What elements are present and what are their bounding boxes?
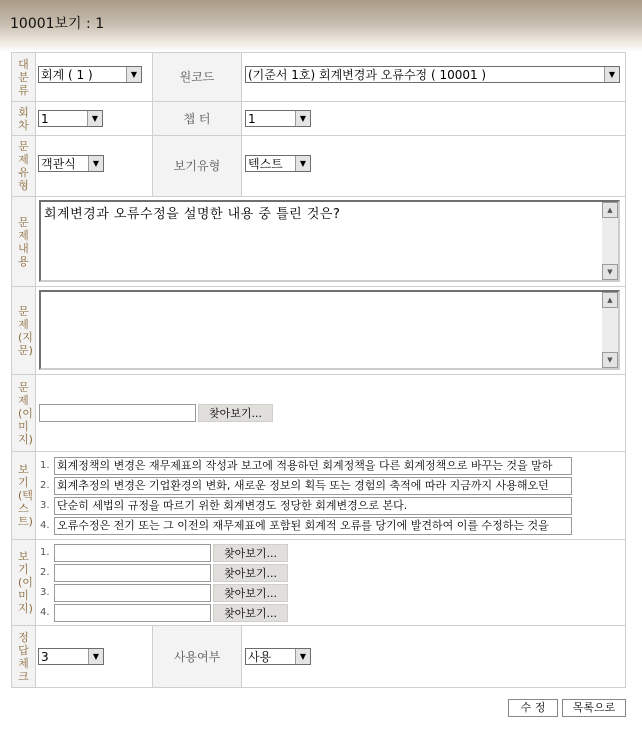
- usage-label: 사용여부: [153, 626, 242, 688]
- chevron-down-icon: ▼: [88, 156, 103, 171]
- question-passage-textarea[interactable]: [39, 290, 620, 370]
- source-code-select[interactable]: (기준서 1호) 회계변경과 오류수정 ( 10001 ) ▼: [245, 66, 620, 83]
- scrollbar[interactable]: [602, 202, 618, 280]
- back-to-list-button[interactable]: 목록으로: [562, 699, 626, 717]
- question-type-label: 문제유형: [12, 136, 36, 197]
- scroll-up-icon[interactable]: ▲: [602, 292, 618, 308]
- options-text-label: 보기(텍스트): [12, 452, 36, 540]
- option-image-row: 1. 찾아보기...: [39, 543, 625, 563]
- scrollbar[interactable]: [602, 292, 618, 368]
- chevron-down-icon: ▼: [295, 649, 310, 664]
- option-image-browse-button[interactable]: 찾아보기...: [213, 544, 288, 562]
- option-image-row: 2. 찾아보기...: [39, 563, 625, 583]
- option-image-file-input[interactable]: [54, 604, 211, 622]
- edit-button[interactable]: 수 정: [508, 699, 558, 717]
- chapter-label: 챕 터: [153, 102, 242, 136]
- question-content-label: 문제내용: [12, 197, 36, 287]
- option-text-row: 3. 단순히 세법의 규정을 따르기 위한 회계변경도 정당한 회계변경으로 본다.: [39, 496, 625, 516]
- option-text-row: 4. 오류수정은 전기 또는 그 이전의 재무제표에 포함된 회계적 오류를 당기에 발견하여 이를 수정하는 것을: [39, 516, 625, 536]
- chevron-down-icon: ▼: [295, 111, 310, 126]
- round-select[interactable]: 1 ▼: [38, 110, 103, 127]
- options-image-label: 보기(이미지): [12, 540, 36, 626]
- option-image-file-input[interactable]: [54, 584, 211, 602]
- category-label: 대분류: [12, 53, 36, 102]
- scroll-up-icon[interactable]: ▲: [602, 202, 618, 218]
- chevron-down-icon: ▼: [604, 67, 619, 82]
- usage-select[interactable]: 사용 ▼: [245, 648, 311, 665]
- answer-check-select[interactable]: 3 ▼: [38, 648, 104, 665]
- option-text-input[interactable]: 오류수정은 전기 또는 그 이전의 재무제표에 포함된 회계적 오류를 당기에 발견하여 이를 수정하는 것을: [54, 517, 572, 535]
- option-type-select[interactable]: 텍스트 ▼: [245, 155, 311, 172]
- chevron-down-icon: ▼: [87, 111, 102, 126]
- option-image-file-input[interactable]: [54, 544, 211, 562]
- chevron-down-icon: ▼: [126, 67, 141, 82]
- option-text-input[interactable]: 단순히 세법의 규정을 따르기 위한 회계변경도 정당한 회계변경으로 본다.: [54, 497, 572, 515]
- option-text-input[interactable]: 회계추정의 변경은 기업환경의 변화, 새로운 정보의 획득 또는 경험의 축적에 따라 지금까지 사용해오던: [54, 477, 572, 495]
- question-content-textarea[interactable]: 회계변경과 오류수정을 설명한 내용 중 틀린 것은? ▲ ▼: [39, 200, 620, 282]
- scroll-down-icon[interactable]: ▼: [602, 264, 618, 280]
- question-type-select[interactable]: 객관식 ▼: [38, 155, 104, 172]
- option-text-row: 1. 회계정책의 변경은 재무제표의 작성과 보고에 적용하던 회계정책을 다른 회계정책으로 바꾸는 것을 말하: [39, 456, 625, 476]
- option-text-row: 2. 회계추정의 변경은 기업환경의 변화, 새로운 정보의 획득 또는 경험의 축적에 따라 지금까지 사용해오던: [39, 476, 625, 496]
- chapter-select[interactable]: 1 ▼: [245, 110, 311, 127]
- source-code-label: 원코드: [153, 53, 242, 102]
- page-title: 10001보기 : 1: [10, 16, 105, 32]
- category-select[interactable]: 회계 ( 1 ) ▼: [38, 66, 142, 83]
- chevron-down-icon: ▼: [88, 649, 103, 664]
- option-image-browse-button[interactable]: 찾아보기...: [213, 604, 288, 622]
- question-image-browse-button[interactable]: 찾아보기...: [198, 404, 273, 422]
- round-label: 회차: [12, 102, 36, 136]
- question-form: [11, 52, 626, 688]
- option-text-input[interactable]: 회계정책의 변경은 재무제표의 작성과 보고에 적용하던 회계정책을 다른 회계정책으로 바꾸는 것을 말하: [54, 457, 572, 475]
- question-image-file-input[interactable]: [39, 404, 196, 422]
- option-image-browse-button[interactable]: 찾아보기...: [213, 584, 288, 602]
- option-image-browse-button[interactable]: 찾아보기...: [213, 564, 288, 582]
- option-type-label: 보기유형: [153, 136, 242, 197]
- option-image-row: 3. 찾아보기...: [39, 583, 625, 603]
- option-image-file-input[interactable]: [54, 564, 211, 582]
- scroll-down-icon[interactable]: ▼: [602, 352, 618, 368]
- option-image-row: 4. 찾아보기...: [39, 603, 625, 623]
- answer-check-label: 정답체크: [12, 626, 36, 688]
- question-passage-label: 문제(지문): [12, 287, 36, 375]
- chevron-down-icon: ▼: [295, 156, 310, 171]
- question-image-label: 문제(이미지): [12, 375, 36, 452]
